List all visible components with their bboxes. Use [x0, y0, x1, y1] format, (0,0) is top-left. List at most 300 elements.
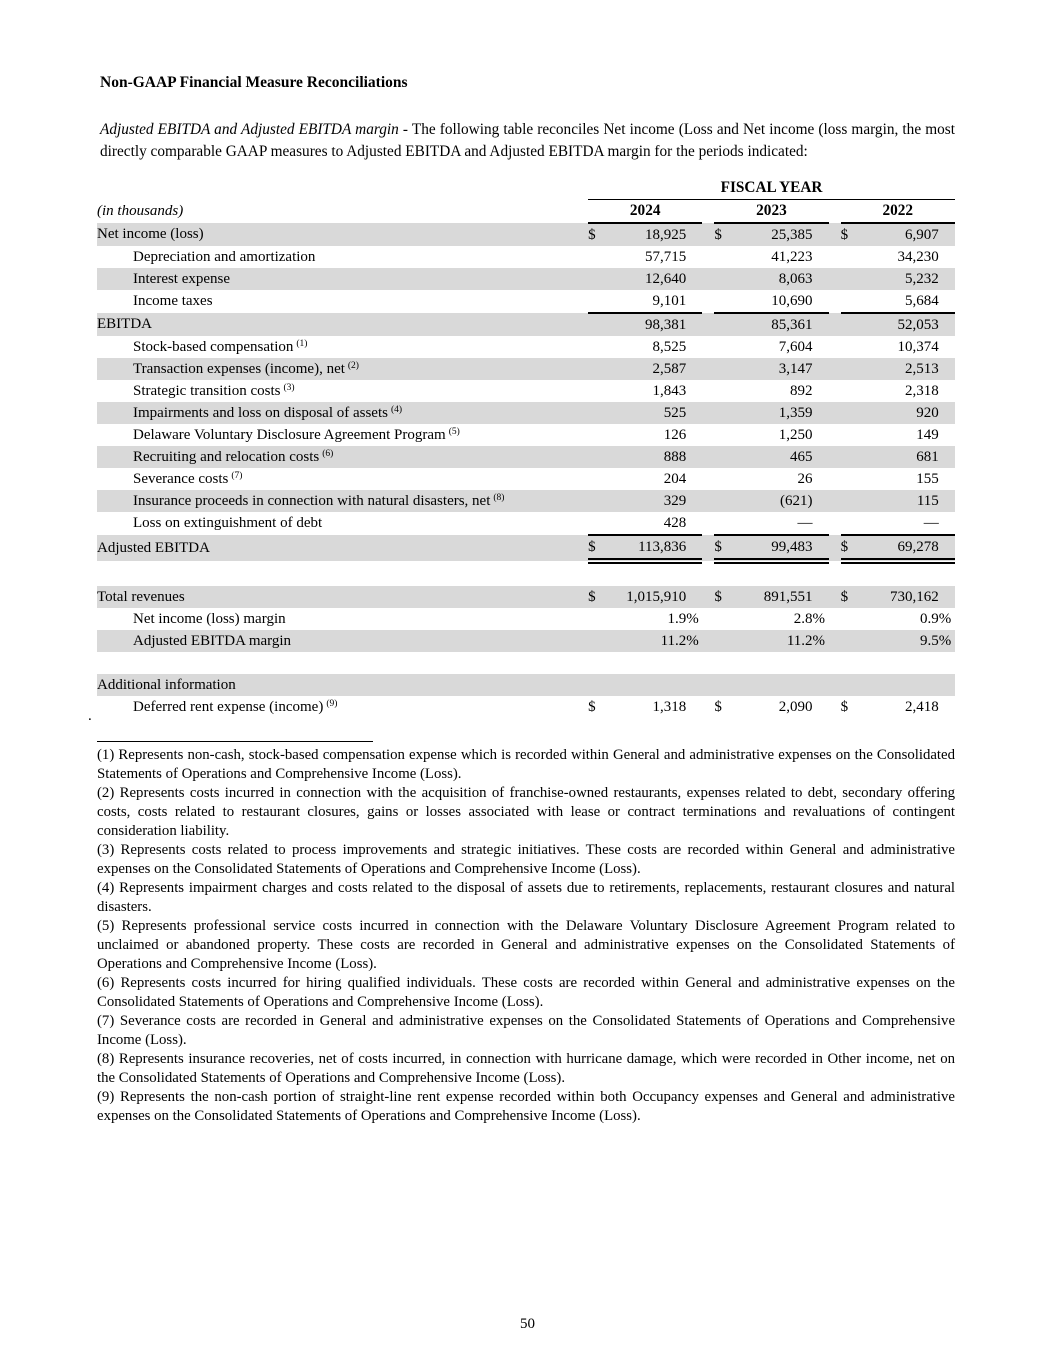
cell-value: 34,230 [897, 248, 939, 265]
currency-symbol [841, 490, 863, 512]
currency-symbol [714, 402, 736, 424]
row-label: Loss on extinguishment of debt [133, 515, 323, 531]
currency-symbol [841, 402, 863, 424]
column-gap [829, 380, 841, 402]
suffix-cell [686, 512, 702, 535]
currency-symbol [841, 674, 863, 696]
suffix-cell [686, 490, 702, 512]
row-label: Transaction expenses (income), net $^{(2)}$ [97, 358, 588, 380]
suffix-cell [813, 512, 829, 535]
cell-value: 1,318 [652, 698, 687, 715]
footnote-text: Represents non-cash, stock-based compensation expense which is recorded within General and administrative expenses on the Consolidated Statements of Operations and Comprehensive Income (Loss). [97, 747, 955, 782]
currency-symbol [841, 380, 863, 402]
column-gap [702, 380, 714, 402]
suffix-cell: % [812, 610, 826, 627]
currency-symbol [841, 630, 863, 652]
footnote-ref: (2) [347, 360, 359, 371]
suffix-cell: % [686, 610, 699, 627]
cell-value: 0.9 [920, 610, 939, 627]
cell-value: 681 [863, 446, 939, 468]
suffix-cell [686, 535, 702, 561]
column-gap [829, 512, 841, 535]
column-gap [702, 402, 714, 424]
suffix-cell: % [813, 630, 829, 652]
cell-value: 9.5 [863, 630, 939, 652]
suffix-cell [686, 674, 702, 696]
footnote-text: Severance costs are recorded in General and administrative expenses on the Consolidated Statements of Operations and Comprehensive Income (Loss). [97, 1013, 956, 1048]
table-row [97, 696, 955, 718]
suffix-cell [686, 336, 702, 358]
cell-value: 6,907 [863, 223, 939, 246]
table-row [97, 336, 955, 358]
suffix-cell [813, 336, 829, 358]
year-column-header: 2022 [841, 200, 955, 224]
cell-value: 892 [790, 382, 813, 399]
suffix-cell [813, 696, 829, 718]
footnote-ref: (7) [231, 470, 243, 481]
currency-symbol [588, 424, 610, 446]
column-gap [829, 246, 841, 268]
footnote-marker: (3) [97, 842, 115, 858]
table-row [97, 424, 955, 446]
cell-value: 69,278 [863, 535, 939, 561]
column-gap [702, 512, 714, 535]
currency-symbol [841, 468, 863, 490]
suffix-cell [813, 313, 829, 336]
spacer-cell [97, 652, 955, 674]
footnote-text: Represents the non-cash portion of straight-line rent expense recorded within both Occupancy expenses and General and administrative expenses on the Consolidated Statements of Operations and Comprehensive Income (Loss). [97, 1089, 955, 1124]
cell-value: 2,418 [905, 698, 939, 715]
page-number: 50 [520, 1316, 535, 1332]
table-row [97, 608, 955, 630]
cell-value: 2,513 [863, 358, 939, 380]
currency-symbol: $ [714, 535, 736, 561]
suffix-cell [939, 313, 955, 336]
cell-value: 204 [663, 470, 687, 487]
footnote-text: Represents costs incurred for hiring qualified individuals. These costs are recorded within General and administrative expenses on the Consolidated Statements of Operations and Comprehensive Income (Loss). [97, 975, 955, 1010]
suffix-cell [939, 380, 955, 402]
suffix-cell [939, 402, 955, 424]
table-row [97, 268, 955, 290]
footnote-marker: (1) [97, 747, 115, 763]
column-gap [829, 468, 841, 490]
suffix-cell [813, 490, 829, 512]
column-gap [702, 535, 714, 561]
currency-symbol [588, 630, 610, 652]
cell-value: 2,090 [778, 698, 813, 715]
row-label: Strategic transition costs $^{(3)}$ [133, 382, 295, 399]
cell-value: 149 [916, 426, 939, 443]
suffix-cell [686, 446, 702, 468]
footnote-marker: (4) [97, 880, 115, 896]
column-gap [829, 200, 841, 224]
cell-value: 113,836 [610, 535, 686, 561]
currency-symbol [841, 246, 863, 268]
column-gap [702, 468, 714, 490]
cell-value: 18,925 [610, 223, 686, 246]
row-label: Insurance proceeds in connection with natural disasters, net $^{(8)}$ [97, 490, 588, 512]
cell-value: 1.9 [667, 610, 687, 627]
suffix-cell [686, 290, 702, 313]
currency-symbol [714, 424, 736, 446]
currency-symbol [714, 490, 736, 512]
cell-value: 1,359 [736, 402, 812, 424]
table-row [97, 468, 955, 490]
currency-symbol: $ [714, 698, 722, 715]
cell-value [736, 674, 812, 696]
currency-symbol [714, 336, 736, 358]
footnote-ref: (5) [448, 426, 460, 437]
row-label: Stock-based compensation $^{(1)}$ [133, 338, 308, 355]
suffix-cell [939, 535, 955, 561]
stray-period: . [88, 708, 92, 724]
footnote-text: Represents costs related to process improvements and strategic initiatives. These costs are recorded within General and administrative expenses on the Consolidated Statements of Operations and Comprehensive Income (Loss). [97, 842, 955, 877]
currency-symbol: $ [714, 586, 736, 608]
currency-symbol [714, 468, 736, 490]
footnote-ref: (9) [326, 698, 338, 709]
cell-value: 3,147 [736, 358, 812, 380]
currency-symbol [588, 446, 610, 468]
suffix-cell [939, 424, 955, 446]
cell-value: 12,640 [610, 268, 686, 290]
currency-symbol [588, 268, 610, 290]
suffix-cell [939, 290, 955, 313]
table-row [97, 446, 955, 468]
cell-value [610, 674, 686, 696]
table-row [97, 402, 955, 424]
column-gap [829, 402, 841, 424]
footnote-text: Represents costs incurred in connection with the acquisition of franchise-owned restaurants, expenses related to debt, secondary offering costs, costs related to restaurant closures, gains or losses associated with lease or contract terminations and revaluations of contingent consideration liability. [97, 785, 955, 839]
column-gap [702, 268, 714, 290]
currency-symbol [588, 380, 610, 402]
row-label: Adjusted EBITDA [97, 535, 588, 561]
row-label: Adjusted EBITDA margin [97, 630, 588, 652]
currency-symbol [588, 512, 610, 535]
currency-symbol [588, 313, 610, 336]
column-gap [829, 696, 841, 718]
cell-value: 10,690 [736, 290, 812, 313]
cell-value: 9,101 [610, 290, 686, 313]
reconciliation-table-body [97, 223, 955, 718]
footnote-marker: (6) [97, 975, 115, 991]
currency-symbol [588, 674, 610, 696]
cell-value: 1,250 [778, 426, 813, 443]
footnote [97, 917, 955, 974]
intro-lead-italic: Adjusted EBITDA and Adjusted EBITDA margin [100, 121, 399, 138]
currency-symbol [714, 290, 736, 313]
currency-symbol [714, 674, 736, 696]
suffix-cell: % [686, 630, 702, 652]
column-gap [829, 446, 841, 468]
currency-symbol [714, 380, 736, 402]
suffix-cell [939, 223, 955, 246]
column-gap [702, 358, 714, 380]
currency-symbol [588, 402, 610, 424]
column-gap [829, 223, 841, 246]
currency-symbol [841, 290, 863, 313]
suffix-cell [939, 586, 955, 608]
column-gap [829, 586, 841, 608]
column-gap [702, 490, 714, 512]
column-gap [829, 490, 841, 512]
suffix-cell [939, 268, 955, 290]
column-gap [829, 336, 841, 358]
footnote [97, 1050, 955, 1088]
suffix-cell [813, 268, 829, 290]
currency-symbol [588, 490, 610, 512]
footnote [97, 1088, 955, 1126]
footnote-ref: (4) [390, 404, 403, 415]
suffix-cell [686, 468, 702, 490]
row-label: Delaware Voluntary Disclosure Agreement Program $^{(5)}$ [133, 426, 460, 443]
footnote [97, 784, 955, 841]
suffix-cell [939, 336, 955, 358]
row-label: Severance costs $^{(7)}$ [133, 470, 243, 487]
spacer-row [97, 652, 955, 674]
cell-value: (621) [736, 490, 812, 512]
cell-value: 8,525 [652, 338, 687, 355]
suffix-cell [686, 380, 702, 402]
column-gap [702, 246, 714, 268]
suffix-cell [813, 290, 829, 313]
cell-value: 5,684 [863, 290, 939, 313]
table-row [97, 313, 955, 336]
suffix-cell [939, 674, 955, 696]
table-row [97, 674, 955, 696]
cell-value: 891,551 [736, 586, 812, 608]
footnote [97, 1012, 955, 1050]
reconciliation-table [97, 177, 955, 718]
row-label: Impairments and loss on disposal of assets $^{(4)}$ [97, 402, 588, 424]
currency-symbol [841, 313, 863, 336]
column-gap [702, 608, 714, 630]
year-header-row [97, 200, 955, 224]
currency-symbol [588, 336, 610, 358]
column-gap [829, 313, 841, 336]
column-gap [702, 630, 714, 652]
footnote-separator [97, 741, 373, 742]
currency-symbol [588, 246, 610, 268]
cell-value: 98,381 [610, 313, 686, 336]
cell-value: 99,483 [736, 535, 812, 561]
row-label: Deferred rent expense (income) $^{(9)}$ [133, 698, 338, 715]
suffix-cell: % [939, 630, 955, 652]
column-gap [702, 313, 714, 336]
footnote-ref: (3) [283, 382, 295, 393]
cell-value: 465 [736, 446, 812, 468]
cell-value: 57,715 [645, 248, 687, 265]
intro-rest: - The following table reconciles Net income (Loss and Net income (loss margin, the most directly comparable GAAP measures to Adjusted EBITDA and Adjusted EBITDA margin for the periods indicated: [100, 121, 955, 160]
suffix-cell [686, 358, 702, 380]
currency-symbol: $ [714, 223, 736, 246]
suffix-cell [813, 223, 829, 246]
column-gap [829, 535, 841, 561]
suffix-cell [686, 586, 702, 608]
suffix-cell [686, 223, 702, 246]
table-row [97, 246, 955, 268]
currency-symbol: $ [840, 698, 849, 715]
row-label: Recruiting and relocation costs $^{(6)}$ [97, 446, 588, 468]
footnotes-section [97, 746, 955, 1126]
cell-value: 329 [610, 490, 686, 512]
cell-value: 10,374 [897, 338, 939, 355]
currency-symbol [841, 336, 863, 358]
column-gap [829, 630, 841, 652]
column-gap [829, 268, 841, 290]
fiscal-year-header-row [97, 177, 955, 200]
cell-value: 920 [863, 402, 939, 424]
suffix-cell [939, 490, 955, 512]
cell-value: 25,385 [736, 223, 812, 246]
cell-value: 1,843 [652, 382, 687, 399]
column-gap [702, 290, 714, 313]
cell-value [863, 674, 939, 696]
currency-symbol [841, 446, 863, 468]
suffix-cell: % [938, 610, 952, 627]
column-gap [702, 336, 714, 358]
suffix-cell [939, 696, 955, 718]
currency-symbol: $ [588, 535, 610, 561]
year-column-header: 2023 [714, 200, 828, 224]
row-label: Additional information [97, 674, 588, 696]
table-row [97, 630, 955, 652]
currency-symbol [714, 246, 736, 268]
footnote-text: Represents impairment charges and costs related to the disposal of assets due to retirements, replacements, restaurant closures and natural disasters. [97, 880, 956, 915]
currency-symbol [714, 268, 736, 290]
cell-value: 52,053 [863, 313, 939, 336]
section-heading: Non-GAAP Financial Measure Reconciliations [100, 74, 408, 91]
suffix-cell [939, 358, 955, 380]
row-label: Depreciation and amortization [133, 248, 316, 265]
row-label: Income taxes [133, 293, 213, 309]
cell-value: 11.2 [610, 630, 686, 652]
currency-symbol [841, 268, 863, 290]
spacer-cell [97, 561, 955, 586]
suffix-cell [813, 424, 829, 446]
column-gap [829, 424, 841, 446]
row-label: Net income (loss) margin [133, 610, 286, 627]
cell-value: 115 [863, 490, 939, 512]
suffix-cell [813, 446, 829, 468]
suffix-cell [813, 586, 829, 608]
suffix-cell [686, 246, 702, 268]
page-content [97, 0, 955, 1126]
column-gap [702, 696, 714, 718]
column-gap [829, 358, 841, 380]
footnote-marker: (5) [97, 918, 115, 934]
footnote [97, 974, 955, 1012]
currency-symbol [714, 358, 736, 380]
suffix-cell [939, 446, 955, 468]
currency-symbol [714, 512, 736, 535]
currency-symbol: $ [841, 223, 863, 246]
suffix-cell [939, 468, 955, 490]
table-row [97, 490, 955, 512]
table-row [97, 380, 955, 402]
footnote-ref: (8) [493, 492, 505, 503]
table-row [97, 512, 955, 535]
currency-symbol [841, 424, 863, 446]
suffix-cell [686, 268, 702, 290]
row-label: EBITDA [97, 313, 588, 336]
suffix-cell [686, 313, 702, 336]
currency-symbol: $ [588, 586, 610, 608]
year-column-header: 2024 [588, 200, 702, 224]
column-gap [829, 674, 841, 696]
cell-value: 41,223 [771, 248, 813, 265]
suffix-cell [813, 358, 829, 380]
suffix-cell [686, 424, 702, 446]
cell-value: 11.2 [736, 630, 812, 652]
cell-value: 8,063 [736, 268, 812, 290]
currency-symbol: $ [841, 586, 863, 608]
cell-value: 126 [663, 426, 687, 443]
cell-value: 2.8 [793, 610, 813, 627]
currency-symbol [841, 512, 863, 535]
cell-value: 428 [610, 512, 686, 535]
cell-value: 730,162 [863, 586, 939, 608]
cell-value: 155 [916, 470, 939, 487]
header-spacer-cell [97, 177, 588, 200]
cell-value: 2,587 [610, 358, 686, 380]
suffix-cell [813, 380, 829, 402]
currency-symbol [588, 608, 610, 630]
column-gap [702, 200, 714, 224]
row-label: Total revenues [97, 586, 588, 608]
column-gap [702, 223, 714, 246]
intro-paragraph [100, 119, 955, 162]
cell-value: 85,361 [736, 313, 812, 336]
footnote-marker: (8) [97, 1051, 115, 1067]
column-gap [702, 446, 714, 468]
cell-value: 7,604 [778, 338, 813, 355]
table-row [97, 290, 955, 313]
suffix-cell [686, 696, 702, 718]
currency-symbol [841, 608, 863, 630]
spacer-row [97, 561, 955, 586]
column-gap [702, 674, 714, 696]
cell-value: 1,015,910 [610, 586, 686, 608]
suffix-cell [813, 246, 829, 268]
currency-symbol [588, 468, 610, 490]
currency-symbol [588, 358, 610, 380]
fiscal-year-header: FISCAL YEAR [588, 177, 955, 200]
suffix-cell [939, 512, 955, 535]
currency-symbol [714, 630, 736, 652]
footnote-marker: (9) [97, 1089, 115, 1105]
column-gap [829, 608, 841, 630]
currency-symbol: $ [841, 535, 863, 561]
row-label: Interest expense [97, 268, 588, 290]
cell-value: 2,318 [905, 382, 939, 399]
table-row [97, 535, 955, 561]
suffix-cell [813, 674, 829, 696]
footnote [97, 879, 955, 917]
currency-symbol [588, 290, 610, 313]
column-gap [829, 290, 841, 313]
currency-symbol [714, 608, 736, 630]
table-row [97, 223, 955, 246]
table-row [97, 358, 955, 380]
footnote-ref: (6) [322, 448, 334, 459]
suffix-cell [686, 402, 702, 424]
suffix-cell [813, 535, 829, 561]
footnote-ref: (1) [296, 338, 308, 349]
cell-value: 26 [797, 470, 813, 487]
row-label: Net income (loss) [97, 223, 588, 246]
footnote-text: Represents insurance recoveries, net of costs incurred, in connection with hurricane damage, which were recorded in Other income, net on the Consolidated Statements of Operations and Comprehensive Income (Loss). [97, 1051, 956, 1086]
suffix-cell [813, 402, 829, 424]
